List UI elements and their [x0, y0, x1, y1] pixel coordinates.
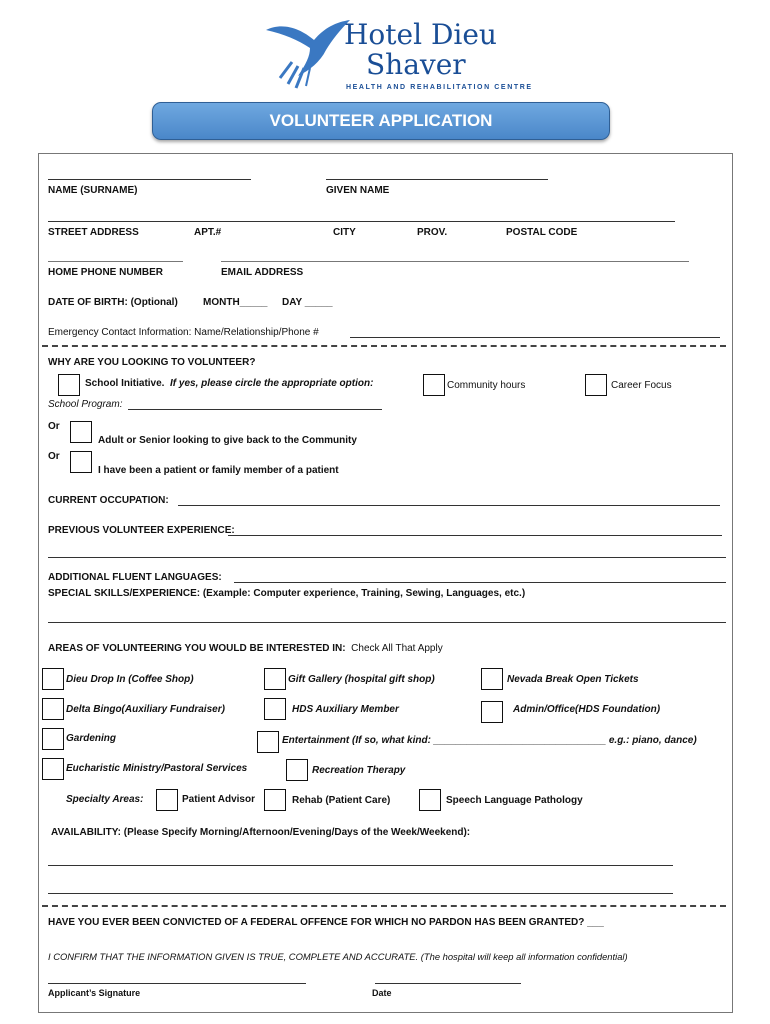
- dob-label: DATE OF BIRTH: (Optional): [48, 297, 178, 308]
- postal-label: POSTAL CODE: [506, 227, 578, 238]
- gardening-label: Gardening: [66, 733, 117, 744]
- previous-experience-label: PREVIOUS VOLUNTEER EXPERIENCE:: [48, 525, 235, 536]
- occupation-line[interactable]: [178, 505, 720, 506]
- languages-label: ADDITIONAL FLUENT LANGUAGES:: [48, 572, 222, 583]
- convicted-question: HAVE YOU EVER BEEN CONVICTED OF A FEDERAL OFFENCE FOR WHICH NO PARDON HAS BEEN GRANTED? ___: [48, 917, 604, 928]
- nevada-label: Nevada Break Open Tickets: [507, 674, 639, 685]
- or-label-2: Or: [48, 451, 60, 462]
- skills-label: SPECIAL SKILLS/EXPERIENCE: (Example: Computer experience, Training, Sewing, Languages, etc.): [48, 588, 526, 599]
- logo-line1: Hotel Dieu: [344, 18, 497, 51]
- school-program-line[interactable]: [128, 409, 382, 410]
- school-program-label: School Program:: [48, 399, 123, 410]
- email-label: EMAIL ADDRESS: [221, 267, 304, 278]
- gardening-checkbox[interactable]: [42, 728, 64, 750]
- city-label: CITY: [333, 227, 356, 238]
- why-heading: WHY ARE YOU LOOKING TO VOLUNTEER?: [48, 357, 256, 368]
- phone-line[interactable]: [48, 261, 183, 262]
- speech-label: Speech Language Pathology: [446, 795, 583, 806]
- delta-bingo-label: Delta Bingo(Auxiliary Fundraiser): [66, 704, 225, 715]
- experience-line-2[interactable]: [48, 557, 726, 558]
- gift-gallery-checkbox[interactable]: [264, 668, 286, 690]
- availability-line-2[interactable]: [48, 893, 673, 894]
- month-field[interactable]: MONTH_____: [203, 297, 268, 308]
- community-hours-label: Community hours: [447, 380, 526, 391]
- prov-label: PROV.: [417, 227, 448, 238]
- delta-bingo-checkbox[interactable]: [42, 698, 64, 720]
- gift-gallery-label: Gift Gallery (hospital gift shop): [288, 674, 435, 685]
- patient-family-label: I have been a patient or family member of a patient: [98, 465, 339, 476]
- patient-family-checkbox[interactable]: [70, 451, 92, 473]
- previous-experience-line[interactable]: [228, 535, 722, 536]
- patient-advisor-checkbox[interactable]: [156, 789, 178, 811]
- day-field[interactable]: DAY _____: [282, 297, 333, 308]
- school-initiative-checkbox[interactable]: [58, 374, 80, 396]
- date-label: Date: [372, 988, 392, 998]
- community-hours-checkbox[interactable]: [423, 374, 445, 396]
- areas-heading: AREAS OF VOLUNTEERING YOU WOULD BE INTERESTED IN: Check All That Apply: [48, 643, 443, 654]
- given-name-line[interactable]: [326, 179, 548, 180]
- hds-auxiliary-checkbox[interactable]: [264, 698, 286, 720]
- nevada-checkbox[interactable]: [481, 668, 503, 690]
- emergency-label: Emergency Contact Information: Name/Relationship/Phone #: [48, 327, 319, 338]
- career-focus-checkbox[interactable]: [585, 374, 607, 396]
- adult-senior-checkbox[interactable]: [70, 421, 92, 443]
- surname-line[interactable]: [48, 179, 251, 180]
- occupation-label: CURRENT OCCUPATION:: [48, 495, 169, 506]
- dieu-drop-in-label: Dieu Drop In (Coffee Shop): [66, 674, 194, 685]
- confirm-statement: I CONFIRM THAT THE INFORMATION GIVEN IS TRUE, COMPLETE AND ACCURATE. (The hospital will keep all information confidential): [48, 951, 628, 962]
- hds-auxiliary-label: HDS Auxiliary Member: [292, 704, 399, 715]
- signature-label: Applicant’s Signature: [48, 988, 141, 998]
- recreation-label: Recreation Therapy: [312, 765, 406, 776]
- logo: [262, 18, 533, 96]
- email-line[interactable]: [221, 261, 689, 262]
- logo-tagline: HEALTH AND REHABILITATION CENTRE: [346, 84, 533, 91]
- form-frame: [38, 153, 733, 1013]
- entertainment-label: Entertainment (If so, what kind: _______________________________ e.g.: piano, dance): [282, 735, 697, 746]
- admin-office-label: Admin/Office(HDS Foundation): [513, 704, 661, 715]
- page-title: VOLUNTEER APPLICATION: [269, 111, 493, 130]
- rehab-checkbox[interactable]: [264, 789, 286, 811]
- specialty-areas-label: Specialty Areas:: [66, 794, 144, 805]
- apt-label: APT.#: [194, 227, 222, 238]
- address-line[interactable]: [48, 221, 675, 222]
- availability-label: AVAILABILITY: (Please Specify Morning/Afternoon/Evening/Days of the Week/Weekend):: [51, 827, 471, 838]
- skills-line[interactable]: [48, 622, 726, 623]
- or-label-1: Or: [48, 421, 60, 432]
- career-focus-label: Career Focus: [611, 380, 672, 391]
- admin-office-checkbox[interactable]: [481, 701, 503, 723]
- availability-line-1[interactable]: [48, 865, 673, 866]
- given-name-label: GIVEN NAME: [326, 185, 390, 196]
- surname-label: NAME (SURNAME): [48, 185, 138, 196]
- eucharistic-checkbox[interactable]: [42, 758, 64, 780]
- dove-icon: [262, 18, 357, 90]
- divider: [42, 345, 726, 347]
- languages-line[interactable]: [234, 582, 726, 583]
- emergency-line[interactable]: [350, 337, 720, 338]
- recreation-checkbox[interactable]: [286, 759, 308, 781]
- home-phone-label: HOME PHONE NUMBER: [48, 267, 164, 278]
- divider-2: [42, 905, 726, 907]
- street-label: STREET ADDRESS: [48, 227, 139, 238]
- school-initiative-label: School Initiative. If yes, please circle the appropriate option:: [85, 378, 374, 389]
- date-line[interactable]: [375, 983, 521, 984]
- speech-checkbox[interactable]: [419, 789, 441, 811]
- eucharistic-label: Eucharistic Ministry/Pastoral Services: [66, 763, 248, 774]
- adult-senior-label: Adult or Senior looking to give back to the Community: [98, 435, 357, 446]
- rehab-label: Rehab (Patient Care): [292, 795, 391, 806]
- logo-line2: Shaver: [366, 48, 466, 81]
- signature-line[interactable]: [48, 983, 306, 984]
- title-banner: [152, 102, 610, 140]
- entertainment-checkbox[interactable]: [257, 731, 279, 753]
- dieu-drop-in-checkbox[interactable]: [42, 668, 64, 690]
- patient-advisor-label: Patient Advisor: [182, 794, 255, 805]
